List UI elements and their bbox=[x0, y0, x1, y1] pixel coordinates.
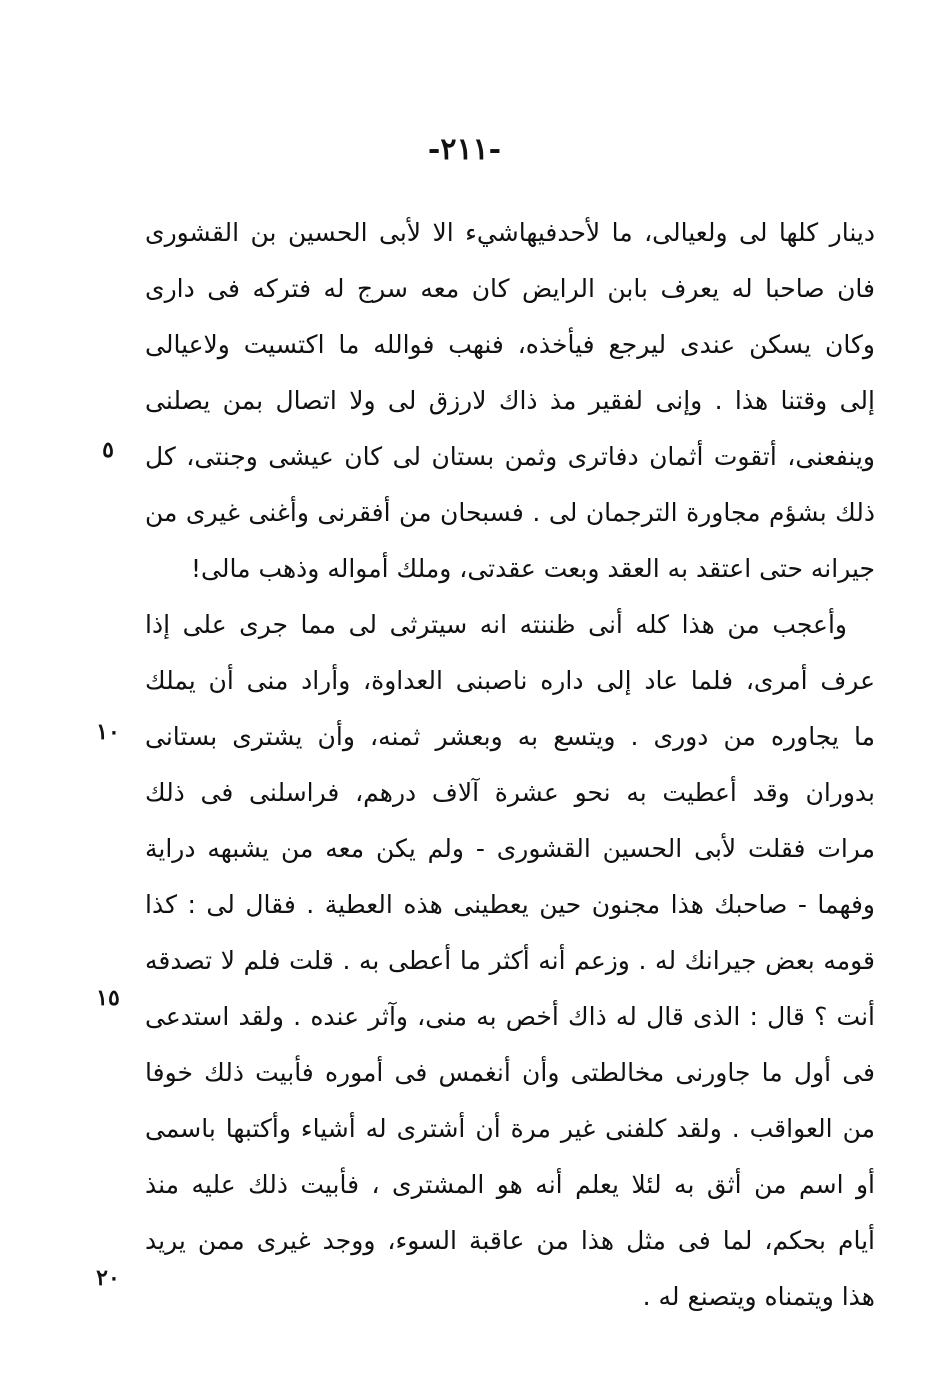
text-line-5: وينفعنى، أتقوت أثمان دفاترى وثمن بستان لى كان عيشى وجنتى، كل bbox=[145, 442, 875, 471]
text-line-15: أنت ؟ قال : الذى قال له ذاك أخص به منى، وآثر عنده . ولقد استدعى bbox=[145, 1002, 875, 1031]
line-number-15: ١٥ bbox=[96, 985, 120, 1011]
text-line-18: أو اسم من أثق به لئلا يعلم أنه هو المشترى ، فأبيت ذلك عليه منذ bbox=[145, 1170, 875, 1199]
text-line-17: من العواقب . ولقد كلفنى غير مرة أن أشترى له أشياء وأكتبها باسمى bbox=[145, 1114, 875, 1143]
text-line-2: فان صاحبا له يعرف بابن الرايض كان معه سرج له فتركه فى دارى bbox=[145, 274, 875, 303]
line-number-5: ٥ bbox=[102, 437, 114, 463]
text-line-4: إلى وقتنا هذا . وإنى لفقير مذ ذاك لارزق لى ولا اتصال بمن يصلنى bbox=[145, 386, 875, 415]
text-line-9: عرف أمرى، فلما عاد إلى داره ناصبنى العداوة، وأراد منى أن يملك bbox=[145, 666, 875, 695]
page-number: -٢١١- bbox=[427, 132, 502, 167]
text-line-14: قومه بعض جيرانك له . وزعم أنه أكثر ما أعطى به . قلت فلم لا تصدقه bbox=[145, 946, 875, 975]
text-line-6: ذلك بشؤم مجاورة الترجمان لى . فسبحان من أفقرنى وأغنى غيرى من bbox=[145, 498, 875, 527]
text-line-1: دينار كلها لى ولعيالى، ما لأحدفيهاشيء الا لأبى الحسين بن القشورى bbox=[145, 218, 875, 247]
text-line-11: بدوران وقد أعطيت به نحو عشرة آلاف درهم، فراسلنى فى ذلك bbox=[145, 778, 875, 807]
text-line-13: وفهما - صاحبك هذا مجنون حين يعطينى هذه العطية . فقال لى : كذا bbox=[145, 890, 875, 919]
text-line-8: وأعجب من هذا كله أنى ظننته انه سيترثى لى مما جرى على إذا bbox=[145, 610, 847, 639]
line-number-20: ٢٠ bbox=[96, 1265, 120, 1291]
text-line-12: مرات فقلت لأبى الحسين القشورى - ولم يكن معه من يشبهه دراية bbox=[145, 834, 875, 863]
text-line-19: أيام بحكم، لما فى مثل هذا من عاقبة السوء، ووجد غيرى ممن يريد bbox=[145, 1226, 875, 1255]
text-line-16: فى أول ما جاورنى مخالطتى وأن أنغمس فى أموره فأبيت ذلك خوفا bbox=[145, 1058, 875, 1087]
line-number-10: ١٠ bbox=[96, 719, 120, 745]
text-line-7: جيرانه حتى اعتقد به العقد وبعت عقدتى، وملك أمواله وذهب مالى! bbox=[191, 554, 875, 583]
text-line-10: ما يجاوره من دورى . ويتسع به وبعشر ثمنه، وأن يشترى بستانى bbox=[145, 722, 875, 751]
body-text bbox=[145, 205, 875, 1325]
text-line-20: هذا ويتمناه ويتصنع له . bbox=[642, 1282, 875, 1311]
text-line-3: وكان يسكن عندى ليرجع فيأخذه، فنهب فوالله ما اكتسيت ولاعيالى bbox=[145, 330, 875, 359]
